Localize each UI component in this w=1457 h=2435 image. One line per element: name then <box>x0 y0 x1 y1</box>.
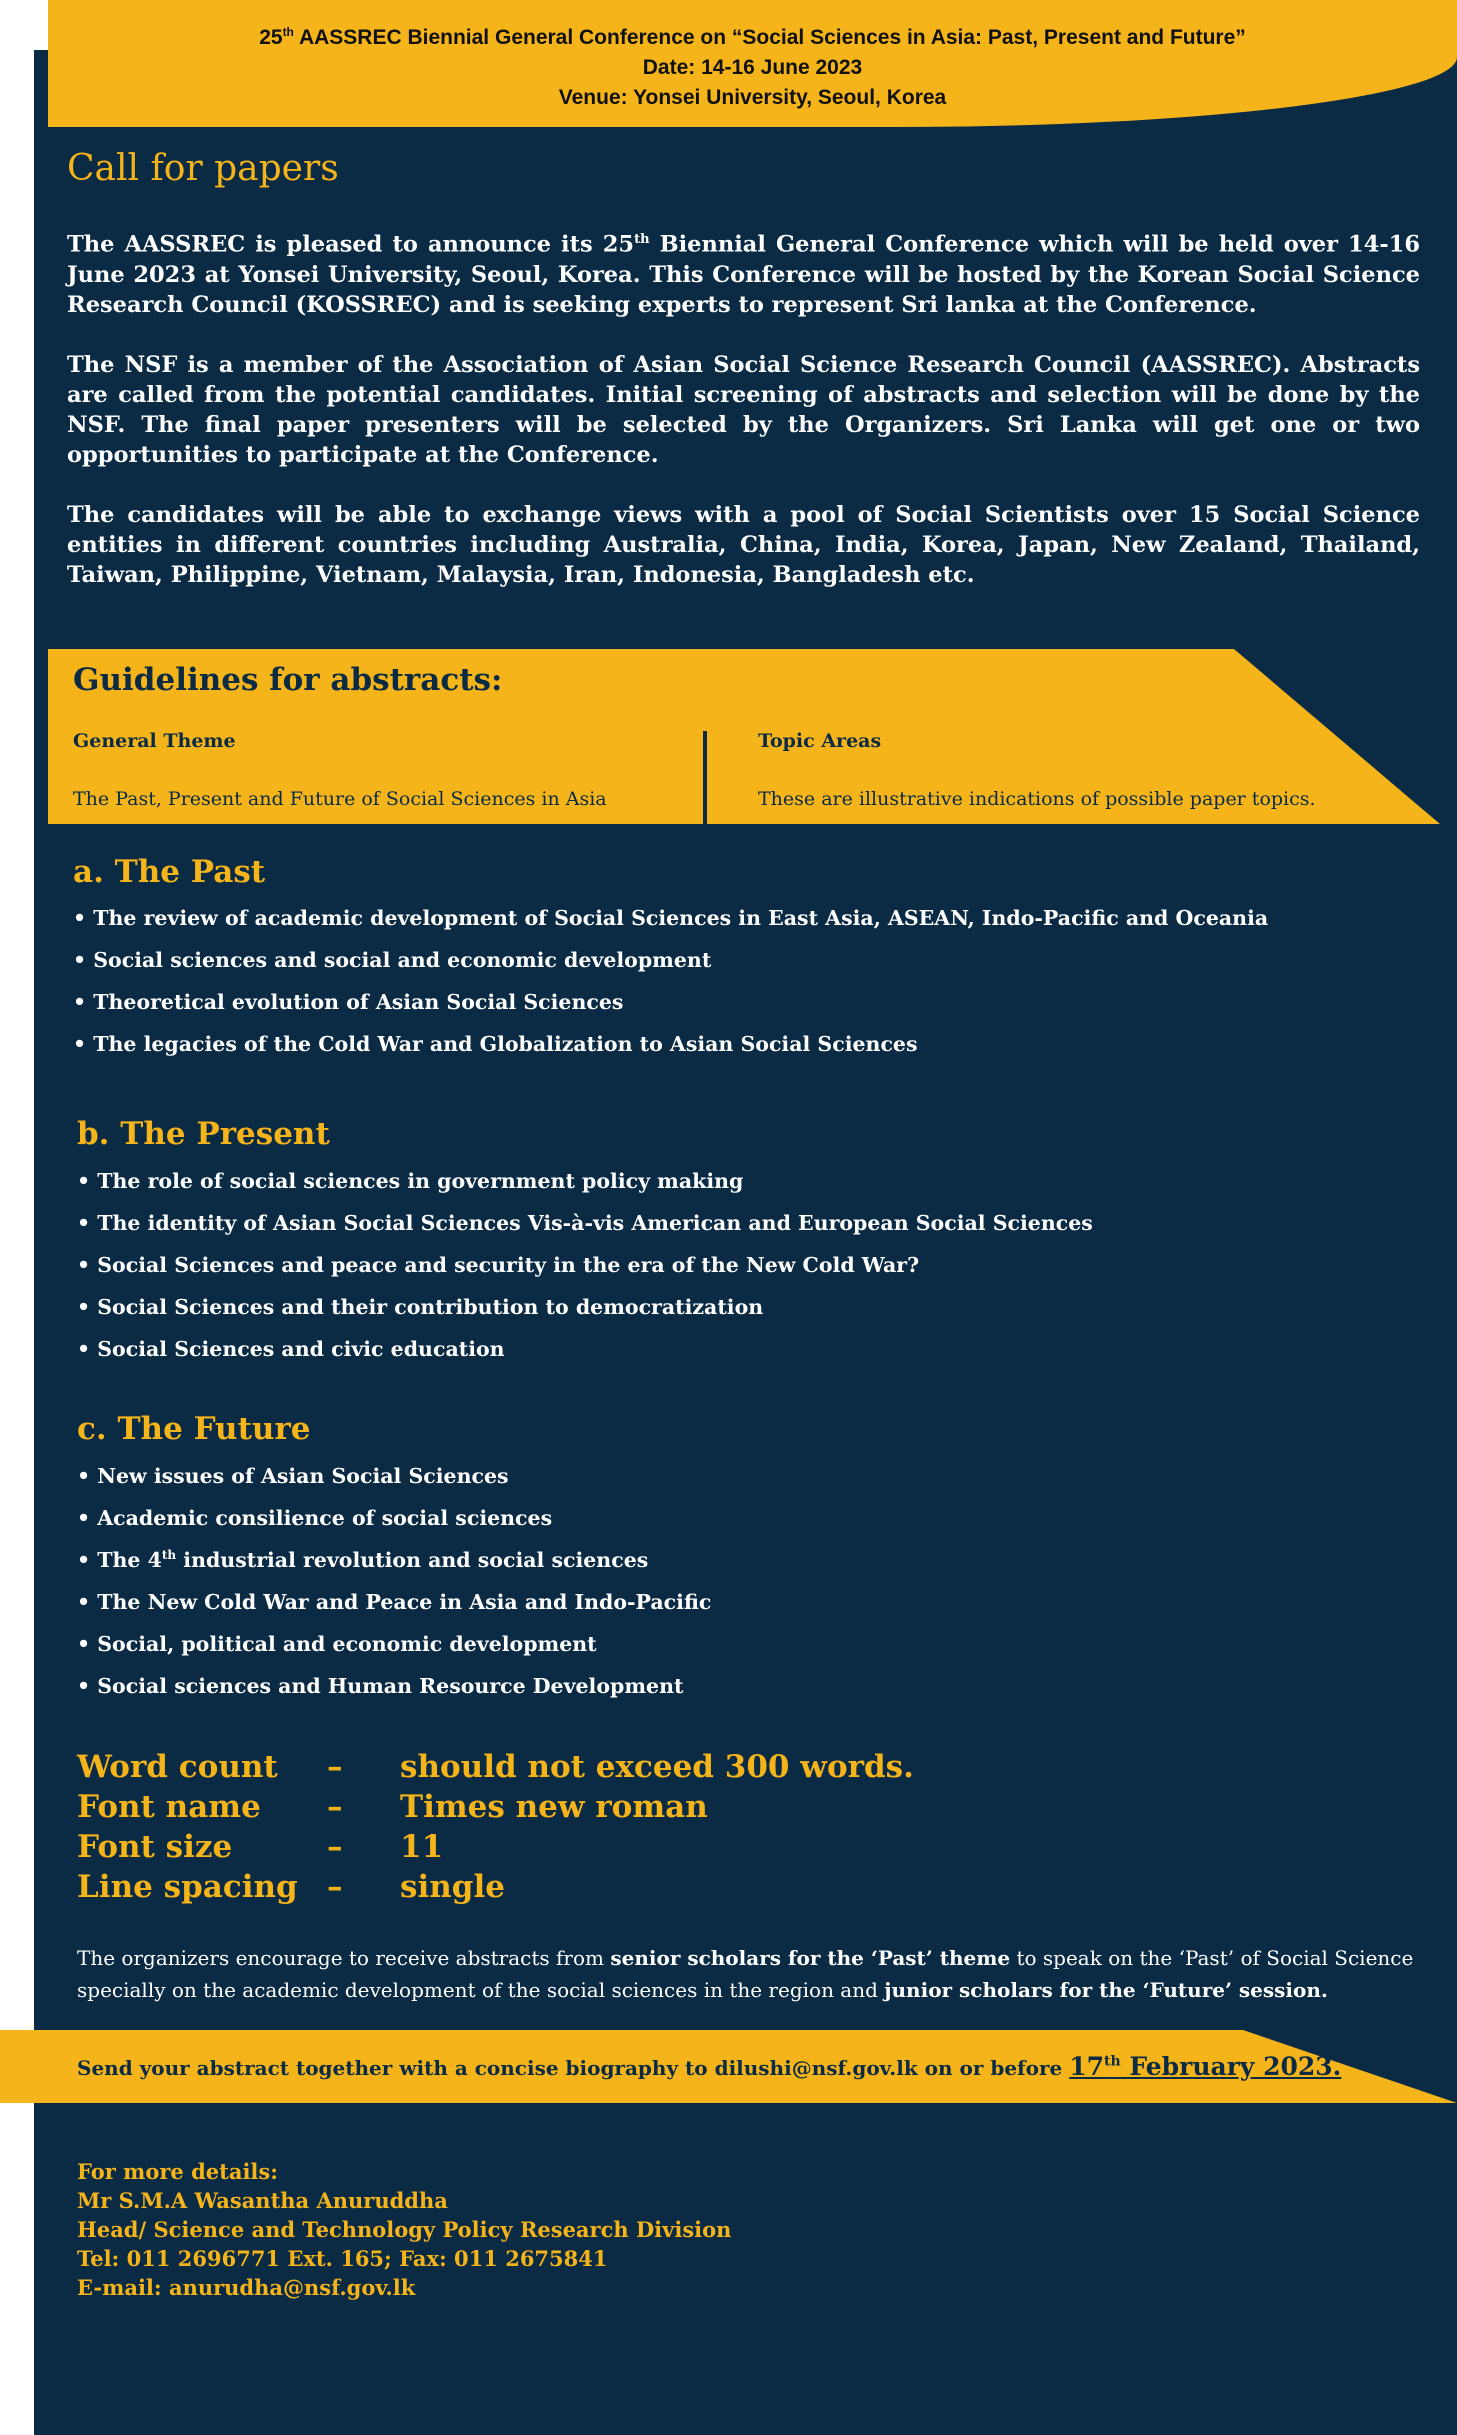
list-item: • Theoretical evolution of Asian Social Sciences <box>73 981 1268 1023</box>
list-item: • Social Sciences and civic education <box>77 1328 1093 1370</box>
future-list <box>77 1455 711 1707</box>
past-list <box>73 897 1268 1065</box>
list-item: • Social Sciences and peace and security in the era of the New Cold War? <box>77 1244 1093 1286</box>
list-item: • Social, political and economic development <box>77 1623 711 1665</box>
contact-email: E-mail: anurudha@nsf.gov.lk <box>77 2275 416 2300</box>
list-item: • Social sciences and social and economic development <box>73 939 1268 981</box>
submission-deadline: 17th February 2023. <box>1069 2052 1342 2081</box>
list-item: • The 4th industrial revolution and social sciences <box>77 1539 711 1581</box>
future-heading: c. The Future <box>77 1411 311 1447</box>
page-title: Call for papers <box>67 148 339 189</box>
general-theme-text: The Past, Present and Future of Social Sciences in Asia <box>73 788 607 810</box>
intro-paragraph-2: The NSF is a member of the Association of Asian Social Science Research Council (AASSREC). Abstracts are called from the potential candidates. Initial screening of abstracts and selection will be done by the NSF. The final paper presenters will be selected by the Organizers. Sri Lanka will get one or two opportunities to participate at the Conference. <box>67 351 1420 468</box>
contact-heading: For more details: <box>77 2159 278 2184</box>
contact-phone: Tel: 011 2696771 Ext. 165; Fax: 011 2675841 <box>77 2246 608 2271</box>
past-heading: a. The Past <box>73 854 266 890</box>
conference-title: 25th AASSREC Biennial General Conference on “Social Sciences in Asia: Past, Present and Future” <box>259 25 1246 49</box>
list-item: • Social Sciences and their contribution to democratization <box>77 1286 1093 1328</box>
present-list <box>77 1160 1093 1370</box>
conference-venue: Venue: Yonsei University, Seoul, Korea <box>558 86 947 109</box>
conference-date: Date: 14-16 June 2023 <box>642 56 863 79</box>
intro-paragraph-1: The AASSREC is pleased to announce its 25th Biennial General Conference which will be held over 14-16 June 2023 at Yonsei University, Seoul, Korea. This Conference will be hosted by the Korean Social Science Research Council (KOSSREC) and is seeking experts to represent Sri lanka at the Conference. <box>67 231 1420 318</box>
list-item: • The New Cold War and Peace in Asia and Indo-Pacific <box>77 1581 711 1623</box>
list-item: • Social sciences and Human Resource Development <box>77 1665 711 1707</box>
list-item: • The legacies of the Cold War and Globalization to Asian Social Sciences <box>73 1023 1268 1065</box>
general-theme-label: General Theme <box>73 730 236 752</box>
list-item: • New issues of Asian Social Sciences <box>77 1455 711 1497</box>
encouragement-note: The organizers encourage to receive abstracts from senior scholars for the ‘Past’ theme to speak on the ‘Past’ of Social Science specially on the academic development of the social sciences in the region and junior scholars for the ‘Future’ session. <box>77 1946 1414 2002</box>
contact-details <box>77 2157 731 2302</box>
intro-text <box>67 225 1420 620</box>
intro-paragraph-3: The candidates will be able to exchange views with a pool of Social Scientists over 15 Social Science entities in different countries including Australia, China, India, Korea, Japan, New Zealand, Thailand, Taiwan, Philippine, Vietnam, Malaysia, Iran, Indonesia, Bangladesh etc. <box>67 501 1420 588</box>
list-item: • The identity of Asian Social Sciences Vis-à-vis American and European Social Sciences <box>77 1202 1093 1244</box>
contact-name: Mr S.M.A Wasantha Anuruddha <box>77 2188 448 2213</box>
list-item: • The review of academic development of Social Sciences in East Asia, ASEAN, Indo-Pacific and Oceania <box>73 897 1268 939</box>
guidelines-title: Guidelines for abstracts: <box>73 662 503 698</box>
list-item: • Academic consilience of social sciences <box>77 1497 711 1539</box>
topic-areas-label: Topic Areas <box>758 730 882 752</box>
column-divider <box>703 731 707 827</box>
submission-instruction: Send your abstract together with a concise biography to dilushi@nsf.gov.lk on or before 17th February 2023. <box>77 2052 1342 2081</box>
contact-position: Head/ Science and Technology Policy Research Division <box>77 2217 732 2242</box>
present-heading: b. The Present <box>77 1116 330 1152</box>
topic-areas-text: These are illustrative indications of possible paper topics. <box>758 788 1316 810</box>
conference-header <box>48 0 1457 127</box>
list-item: • The role of social sciences in government policy making <box>77 1160 1093 1202</box>
